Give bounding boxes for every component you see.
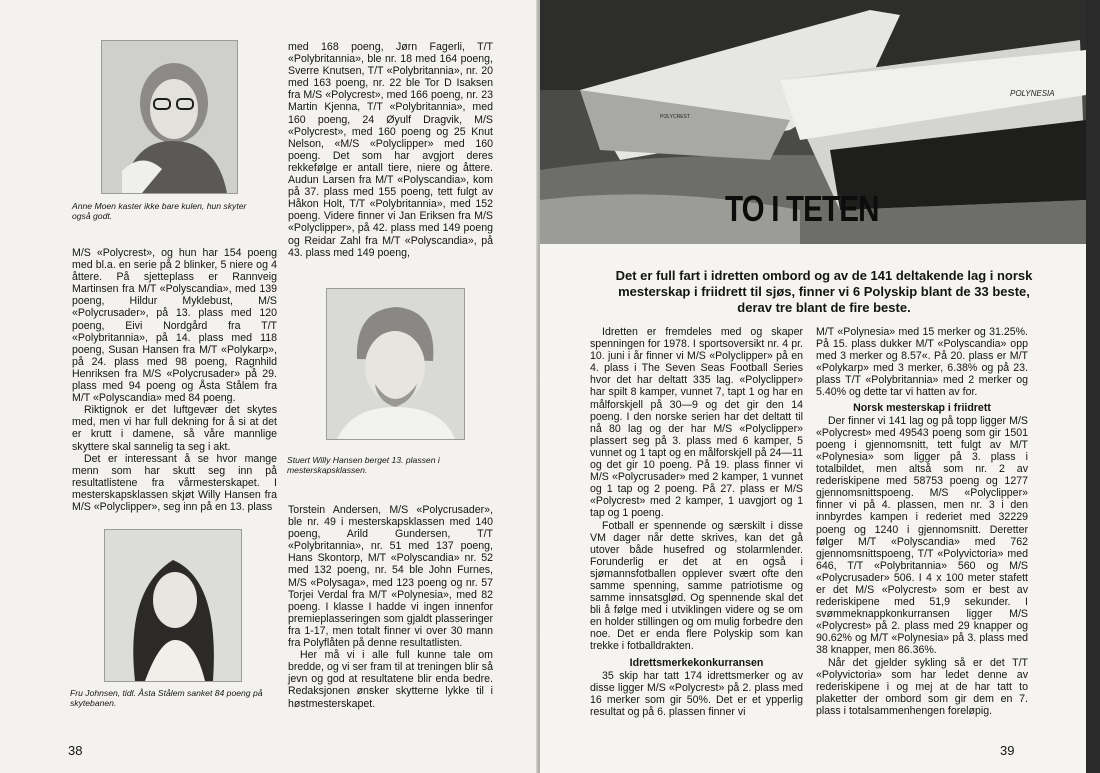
portrait-photo-fru-johnsen <box>104 529 242 682</box>
book-edge <box>1086 0 1100 773</box>
text-column-right-1 <box>590 326 803 718</box>
page-number: 39 <box>1000 743 1015 758</box>
article-headline: TO I TETEN <box>725 188 879 229</box>
paragraph: med 168 poeng, Jørn Fagerli, T/T «Polybritannia», ble nr. 18 med 164 poeng, Sverre Knutsen, T/T «Polybritannia», nr. 20 med 163 poeng, nr. 22 ble Tor D Isaksen fra M/S «Polycrest», med 166 poeng, nr. 23 Martin Kjenna, T/T «Polybritannia», med 160 poeng, 24 Øyulf Dragvik, M/S «Polycrest», med 160 poeng og 25 Knut Nelson, «M/S «Polyclipper» med 160 poeng. Det som har avgjort deres rekkefølge er antall tiere, niere og åttere. Audun Larsen fra M/T «Polyscandia», kom på 37. plass med 155 poeng, tett fulgt av Håkon Holt, T/T «Polybritannia», med 152 poeng. Videre finner vi Jan Eriksen fra M/S «Polyclipper», på 42. plass med 149 poeng og Reidar Zahl fra M/T «Polyscandia», på 43. plass med 149 poeng, <box>288 41 493 259</box>
portrait-photo-willy-hansen <box>326 288 465 440</box>
portrait-photo-anne-moen <box>101 40 238 194</box>
text-column-left-2-bottom <box>288 504 493 710</box>
text-column-right-2 <box>816 326 1028 717</box>
paragraph: Idretten er fremdeles med og skaper spenningen for 1978. I sportsoversikt nr. 4 pr. 10. juni i år finner vi M/S «Polyclipper» på en 4. plass i The Seven Seas Football Series hvor det har deltatt 335 lag. «Polyclipper» har spilt 8 kamper, vunnet 7, tapt 1 og har en målforskjell på 30—9 og det gir den 14 poeng. I den norske serien har det deltatt til nå 80 lag og der har M/S «Polyclipper» plassert seg på 3. plass med 6 kamper, 5 vunnet og 1 tapt og en målforskjell på 24—11 og det gir 10 poeng. På 19. plass finner vi M/S «Polycrusader» med 2 kamper, 1 vunnet og 1 tap og 2 poeng. På 27. plass er M/S «Polycrest» med 2 kamper, 1 uavgjort og 1 tap og 1 poeng. <box>590 326 803 520</box>
ship-name-label: POLYCREST <box>660 114 690 120</box>
section-subheading: Norsk mesterskap i friidrett <box>853 401 991 414</box>
text-column-left-1 <box>72 247 277 513</box>
article-lead: Det er full fart i idretten ombord og av de 141 deltakende lag i norsk mesterskap i friidrett til sjøs, finner vi 6 Polyskip blant de 33 beste, derav tre blant de fire beste. <box>615 268 1033 315</box>
section-subheading: Idrettsmerkekonkurransen <box>629 656 764 669</box>
page-number: 38 <box>68 743 83 758</box>
paragraph: Det er interessant å se hvor mange menn som har skutt seg inn på resultatlistene fra vårmesterskapet. I mesterskapsklassen skjøt Willy Hansen fra M/S «Polyclipper», seg inn på en 13. plass <box>72 452 277 513</box>
text-column-left-2-top <box>288 41 493 259</box>
photo-caption: Fru Johnsen, tidl. Åsta Stålem sanket 84 poeng på skytebanen. <box>70 688 263 709</box>
left-page <box>0 0 538 773</box>
paragraph: M/T «Polynesia» med 15 merker og 31.25%. På 15. plass dukker M/T «Polyscandia» opp med 3 merker og 8.57«. På 20. plass er M/T «Polykarp» med 3 merker, 6.38% og på 23. plass T/T «Polybritannia» med 2 merker og 5.40% og dette tar vi hatten av for. <box>816 326 1028 399</box>
paragraph: Riktignok er det luftgevær det skytes med, men vi har full dekning for å si at det er krutt i damene, så våre mannlige skyttere skal sannelig ta seg i akt. <box>72 404 277 453</box>
photo-caption: Stuert Willy Hansen berget 13. plassen i mesterskapsklassen. <box>287 455 440 476</box>
photo-caption: Anne Moen kaster ikke bare kulen, hun skyter også godt. <box>72 201 247 222</box>
paragraph: Der finner vi 141 lag og på topp ligger M/S «Polycrest» med 49543 poeng som gir 1501 poeng i gjennomsnitt, tett fulgt av M/T «Polynesia» som ligger på 3. plass i totalbildet, men altså som nr. 2 av rederiskipene med 58753 poeng og 1277 gjennomsnittspoeng. M/S «Polyclipper» finner vi på 4. plassen, men nr. 3 i den innbyrdes kampen i rederiet med 32229 poeng og 1240 i gjennomsnitt. Deretter følger M/T «Polyscandia» med 762 gjennomsnittspoeng, T/T «Polyvictoria» med 646, T/T «Polybritannia» 560 og M/S «Polycrusader» 506. I 4 x 100 meter stafett er det M/S «Polycrest» som er best av rederiskipene med 51,9 sekunder. I svømmeknappkonkurransen ligger M/S «Polycrest» på 2. plass med 29 knapper og 90.62% og M/T «Polynesia» på 3. plass med 38 knapper, men 86.36%. <box>816 414 1028 657</box>
paragraph: Her må vi i alle full kunne tale om bredde, og vi ser fram til at treningen blir så jevn og god at resultatene blir enda bedre. Redaksjonen ønsker skytterne lykke til i høstmesterskapet. <box>288 649 493 710</box>
ship-name-label: POLYNESIA <box>1010 89 1055 98</box>
right-page <box>540 0 1086 773</box>
paragraph: M/S «Polycrest», og hun har 154 poeng med bl.a. en serie på 2 blinker, 5 niere og 4 åttere. På sjetteplass er Rannveig Martinsen fra M/T «Polyscandia», med 139 poeng, Hildur Myklebust, M/S «Polycrusader», på 13. plass med 120 poeng, Eivi Nordgård fra T/T «Polybritannia», på 14. plass med 118 poeng, Susan Hansen fra M/T «Polykarp», på 24. plass med 98 poeng, Ragnhild Henriksen fra M/S «Polycrusader» på 29. plass med 94 poeng og Åsta Stålem fra M/T «Polyscandia» med 84 poeng. <box>72 247 277 405</box>
paragraph: 35 skip har tatt 174 idrettsmerker og av disse ligger M/S «Polycrest» på 2. plass med 16 merker som gir 50%. Det er et ypperlig resultat og på 6. plassen finner vi <box>590 669 803 718</box>
paragraph: Fotball er spennende og særskilt i disse VM dager når dette skrives, kan det gå utover både husefred og stolarmlender. Forunderlig er det at en også i sjømannsfotballen opplever svært ofte den samme spenning, samme patriotisme og samme innsatsglød. Og spennende skal det bli å følge med i utviklingen videre og se om en holder stillingen og om mulig forbedre den noe. Det er enda flere Polyskip som kan trekke i fotballdrakten. <box>590 519 803 653</box>
paragraph: Når det gjelder sykling så er det T/T «Polyvictoria» som har ledet denne av rederiskipene i og mej at de har tatt to plaketter der ombord som gir dem en 7. plass i totalsammenhengen foreløpig. <box>816 656 1028 717</box>
paragraph: Torstein Andersen, M/S «Polycrusader», ble nr. 49 i mesterskapsklassen med 140 poeng, Arild Gundersen, T/T «Polybritannia», nr. 51 med 137 poeng, Hans Skontorp, M/T «Polyscandia» nr. 52 med 132 poeng, nr. 54 ble John Furnes, M/S «Polysaga», med 123 poeng og nr. 57 Torjei Verdal fra M/T «Polynesia», med 82 poeng. I klasse I hadde vi ingen innenfor premieplasseringen som gjaldt plasseringer fra 1-17, men totalt finner vi over 30 mann fra Polyflåten på denne resultatlisten. <box>288 504 493 650</box>
